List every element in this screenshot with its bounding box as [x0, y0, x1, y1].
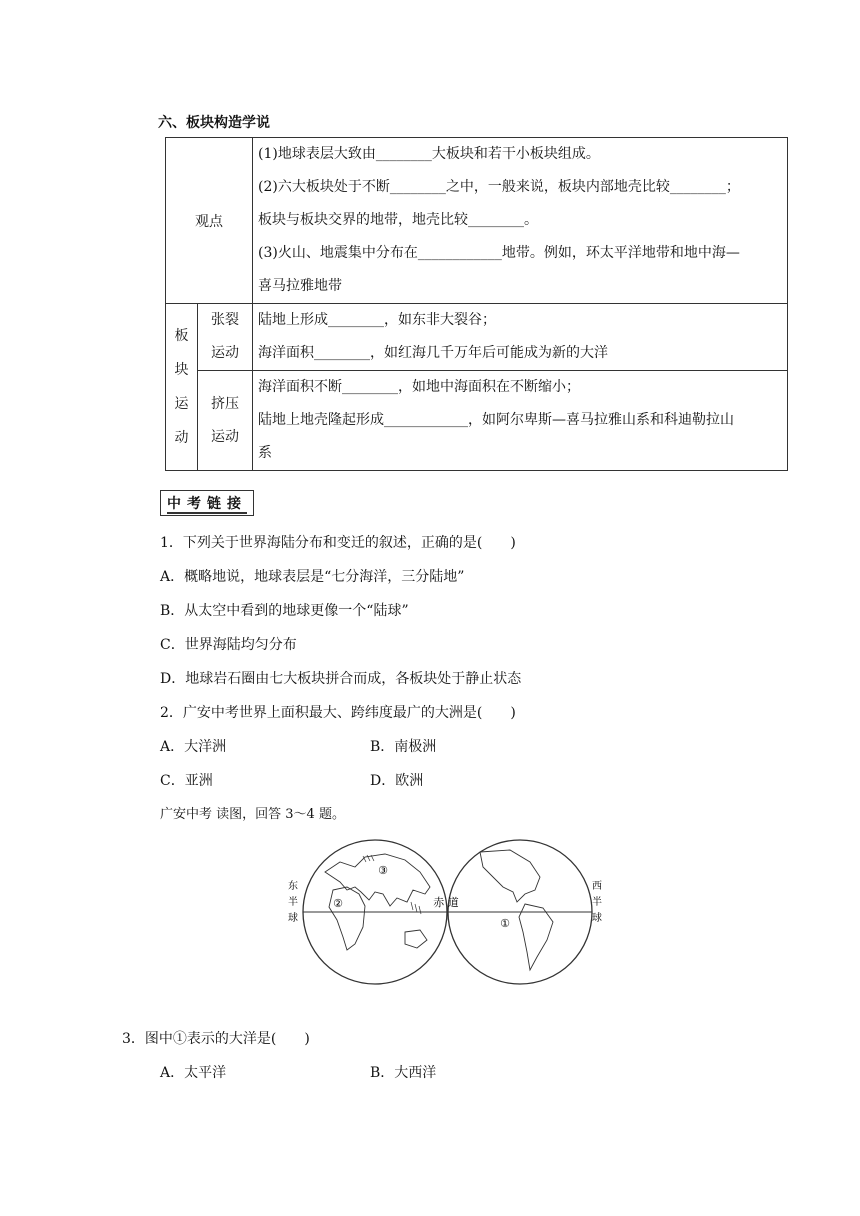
table-row: [166, 304, 788, 371]
q3-option-b: B．大西洋: [370, 1065, 437, 1081]
q2-option-d: D．欧洲: [370, 773, 424, 789]
badge-label: 中考链接: [167, 496, 247, 512]
q1-option-d: D．地球岩石圈由七大板块拼合而成，各板块处于静止状态: [160, 671, 522, 687]
label-line: 张裂: [211, 312, 239, 328]
east-label-char: 半: [288, 897, 298, 908]
table-row: [166, 371, 788, 471]
equator-label: 赤 道: [433, 896, 459, 909]
west-label-char: 球: [592, 913, 602, 924]
q1-option-b: B．从太空中看到的地球更像一个“陆球”: [160, 603, 409, 619]
table-line: (1)地球表层大致由________大板块和若干小板块组成。: [258, 146, 600, 162]
plate-movement-header: [166, 304, 198, 471]
q2-option-b: B．南极洲: [370, 739, 437, 755]
west-label-char: 西: [592, 881, 602, 892]
viewpoint-header: 观点: [166, 138, 253, 304]
q1-option-a: A．概略地说，地球表层是“七分海洋，三分陆地”: [160, 569, 465, 585]
question-1-stem: 1．下列关于世界海陆分布和变迁的叙述，正确的是( ): [160, 535, 516, 551]
compression-label: [198, 371, 253, 471]
table-row: [166, 138, 788, 304]
q3-option-a: A．太平洋: [160, 1065, 227, 1081]
table-line: 喜马拉雅地带: [258, 278, 342, 294]
label-line: 挤压: [211, 395, 239, 412]
compression-content: [253, 371, 788, 471]
marker-1: ①: [500, 917, 510, 930]
east-label-char: 东: [288, 881, 298, 892]
label-line: 运动: [211, 428, 239, 445]
q1-option-c: C．世界海陆均匀分布: [160, 637, 297, 653]
table-line: (3)火山、地震集中分布在____________地带。例如，环太平洋地带和地中海—: [258, 245, 740, 261]
label-line: 运动: [211, 345, 239, 361]
table-line: 陆地上形成________，如东非大裂谷；: [258, 312, 496, 328]
header-char: 板: [174, 328, 189, 344]
world-hemispheres-figure: [285, 832, 605, 992]
hemisphere-map: [285, 832, 605, 996]
west-label-char: 半: [592, 897, 602, 908]
map-intro: 广安中考 读图，回答 3～4 题。: [160, 807, 345, 822]
header-char: 块: [174, 362, 189, 378]
viewpoint-content: [253, 138, 788, 304]
table-line: 海洋面积________，如红海几千万年后可能成为新的大洋: [258, 345, 608, 361]
plate-tectonics-table: [165, 137, 788, 471]
east-label-char: 球: [288, 913, 298, 924]
marker-3: ③: [378, 864, 388, 877]
table-line: (2)六大板块处于不断________之中，一般来说，板块内部地壳比较________；: [258, 179, 740, 195]
marker-2: ②: [333, 897, 343, 910]
tension-label: [198, 304, 253, 371]
question-3-stem: 3．图中①表示的大洋是( ): [122, 1031, 310, 1047]
header-char: 动: [174, 430, 189, 446]
q2-option-c: C．亚洲: [160, 773, 213, 789]
q2-option-a: A．大洋洲: [160, 739, 227, 755]
table-line: 系: [258, 445, 272, 461]
table-line: 海洋面积不断________，如地中海面积在不断缩小；: [258, 379, 580, 395]
table-line: 陆地上地壳隆起形成____________，如阿尔卑斯—喜马拉雅山系和科迪勒拉山: [258, 412, 734, 428]
exam-link-badge: [160, 490, 254, 516]
header-char: 运: [174, 396, 189, 412]
table-line: 板块与板块交界的地带，地壳比较________。: [258, 212, 538, 228]
tension-content: [253, 304, 788, 371]
question-2-stem: 2．广安中考世界上面积最大、跨纬度最广的大洲是( ): [160, 705, 516, 721]
section-title: 六、板块构造学说: [158, 115, 270, 131]
